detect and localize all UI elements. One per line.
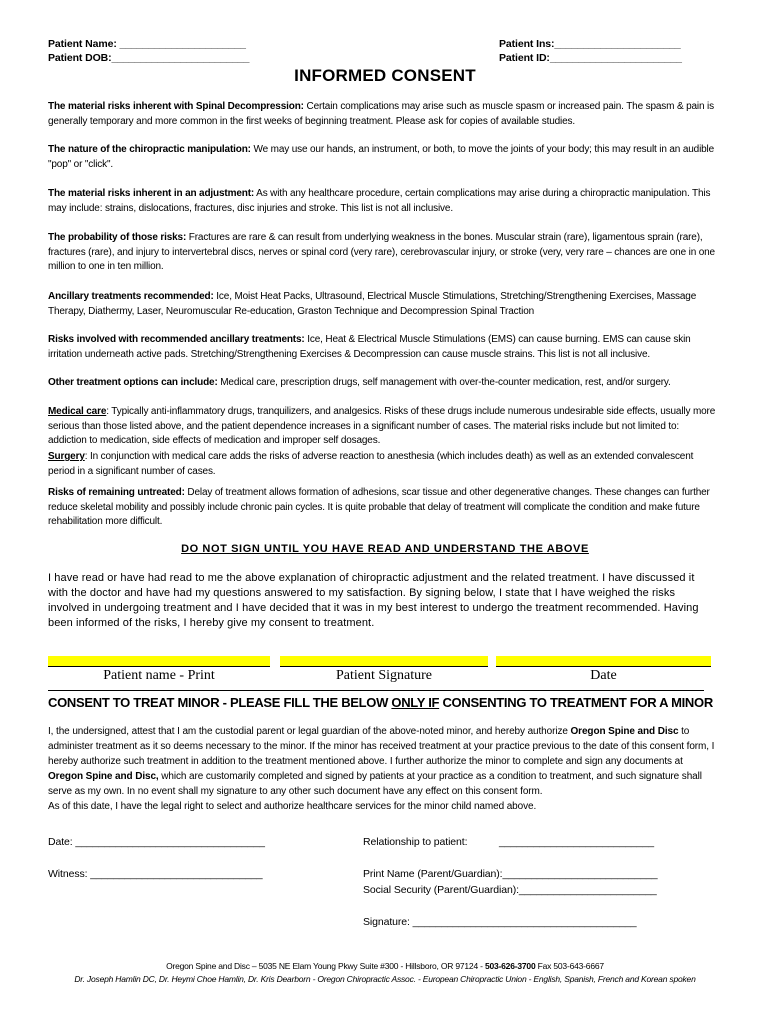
footer-doctors: Dr. Joseph Hamlin DC, Dr. Heymi Choe Hamlin, Dr. Kris Dearborn - Oregon Chiropractic Assoc. - European Chiropractic Union - English, Spanish, French and Korean spoken — [74, 974, 696, 984]
section-label: Risks involved with recommended ancillary treatments: — [48, 334, 305, 345]
date-line[interactable] — [496, 656, 711, 667]
guardian-print-name-field[interactable]: Print Name (Parent/Guardian):___________________________ — [363, 868, 658, 880]
section-ancillary-risks — [48, 333, 718, 362]
section-medical-care — [48, 405, 718, 449]
section-untreated-risks — [48, 486, 718, 530]
minor-legal-right: As of this date, I have the legal right to select and authorize healthcare services for the minor child named above. — [48, 801, 537, 812]
section-label: Risks of remaining untreated: — [48, 487, 185, 498]
heading-emphasis: ONLY IF — [391, 695, 440, 710]
clinic-name: Oregon Spine and Disc — [570, 726, 679, 737]
section-text: We may use our hands, an instrument, or both, to move the joints of your body; this may result in an audible "pop" or "click". — [48, 144, 715, 170]
page-title: INFORMED CONSENT — [294, 66, 476, 85]
patient-ins-field[interactable]: Patient Ins:______________________ — [499, 38, 681, 50]
footer-text: Fax 503-643-6667 — [535, 961, 604, 971]
date-label: Date — [590, 668, 617, 683]
section-text: Fractures are rare & can result from underlying weakness in the bones. Muscular strain (rare), ligamentous sprain (rare), fractures (rare), and injury to intervertebral discs, nerves or spinal cord (very rare), cerebrovascular injury, or stroke (very, very rare – chances are one in one million to one in ten million. — [48, 232, 715, 272]
clinic-name: Oregon Spine and Disc, — [48, 771, 159, 782]
section-text: : Typically anti-inflammatory drugs, tranquilizers, and analgesics. Risks of these drugs include numerous undesirable side effects, usually more serious than those listed above, and the patient dependence increases in a significant number of cases. The material risks include but not limited to: addiction to medication, side effects of medication and improper self dosages. — [48, 406, 716, 446]
patient-signature-line[interactable] — [280, 656, 488, 667]
section-text: Delay of treatment allows formation of adhesions, scar tissue and other degenerative changes. These changes can further reduce skeletal mobility and possibly include chronic pain cycles. It is quite probable that delay of treatment will complicate the condition and make future rehabilitation more difficult. — [48, 487, 710, 527]
heading-part: CONSENTING TO TREATMENT FOR A MINOR — [439, 695, 713, 710]
relationship-field[interactable]: ___________________________ — [499, 836, 654, 848]
section-risk-probability — [48, 231, 718, 275]
minor-text: which are customarily completed and signed by patients at your practice as a condition to treatment, and such signature shall serve as my own. In no event shall my signature to any other such document have any effect on this consent form. — [48, 771, 702, 797]
section-label: The material risks inherent in an adjustment: — [48, 188, 255, 199]
section-ancillary-treatments — [48, 290, 718, 319]
patient-dob-field[interactable]: Patient DOB:________________________ — [48, 52, 250, 64]
footer-address — [0, 961, 770, 971]
heading-part: CONSENT TO TREAT MINOR - PLEASE FILL THE BELOW — [48, 695, 392, 710]
section-chiro-manipulation — [48, 143, 718, 172]
agreement-statement: I have read or have had read to me the above explanation of chiropractic adjustment and the related treatment. I have discussed it with the doctor and have had my questions answered to my satisfaction. By signing below, I state that I have weighed the risks involved in undergoing treatment and I have decided that it was in my best interest to undergo the treatment recommended. Having been informed of the risks, I hereby give my consent to treatment. — [48, 572, 699, 629]
minor-date-field[interactable]: Date: _________________________________ — [48, 836, 265, 848]
minor-consent-text — [48, 724, 718, 814]
section-text: Medical care, prescription drugs, self management with over-the-counter medication, rest, and/or surgery. — [217, 377, 671, 388]
section-text: Ice, Heat & Electrical Muscle Stimulations (EMS) can cause burning. EMS can cause skin irritation underneath active pads. Stretching/Strengthening Exercises & Decompression can cause muscle strains. This list is not all inclusive. — [48, 334, 691, 360]
minor-text: I, the undersigned, attest that I am the custodial parent or legal guardian of the above-noted minor, and hereby authorize — [48, 726, 571, 737]
section-text: Certain complications may arise such as muscle spasm or increased pain. The spasm & pain is generally temporary and more common in the first weeks of beginning treatment. Please ask for copies of available studies. — [48, 101, 714, 127]
section-label: Medical care — [48, 406, 107, 417]
relationship-label: Relationship to patient: — [363, 836, 468, 848]
minor-consent-heading — [48, 695, 713, 710]
footer-text: Oregon Spine and Disc – 5035 NE Elam Young Pkwy Suite #300 - Hillsboro, OR 97124 - — [166, 961, 485, 971]
patient-name-print-label: Patient name - Print — [103, 668, 215, 683]
patient-id-field[interactable]: Patient ID:_______________________ — [499, 52, 682, 64]
section-text: : In conjunction with medical care adds the risks of adverse reaction to anesthesia (which includes death) as well as an extended convalescent period in a significant number of cases. — [48, 451, 694, 477]
patient-name-print-line[interactable] — [48, 656, 270, 667]
section-label: Ancillary treatments recommended: — [48, 291, 214, 302]
guardian-signature-field[interactable]: Signature: _______________________________________ — [363, 916, 637, 928]
section-label: The material risks inherent with Spinal Decompression: — [48, 101, 304, 112]
guardian-ssn-field[interactable]: Social Security (Parent/Guardian):________________________ — [363, 884, 657, 896]
footer-phone: 503-626-3700 — [484, 961, 536, 971]
divider — [48, 690, 704, 691]
patient-name-field[interactable]: Patient Name: ______________________ — [48, 38, 246, 50]
section-surgery — [48, 450, 718, 479]
section-label: Surgery — [48, 451, 85, 462]
section-text: As with any healthcare procedure, certain complications may arise during a chiropractic manipulation. This may include: strains, dislocations, fractures, disc injuries and stroke. This list is not all inclusive. — [48, 188, 711, 214]
section-spinal-decompression — [48, 100, 718, 129]
do-not-sign-notice: DO NOT SIGN UNTIL YOU HAVE READ AND UNDERSTAND THE ABOVE — [181, 543, 589, 555]
section-text: Ice, Moist Heat Packs, Ultrasound, Electrical Muscle Stimulations, Stretching/Strengthening Exercises, Massage Therapy, Diathermy, Laser, Neuromuscular Re-education, Graston Technique and Decompression Spinal Traction — [48, 291, 697, 317]
section-label: The probability of those risks: — [48, 232, 187, 243]
patient-signature-label: Patient Signature — [335, 668, 433, 683]
section-adjustment-risks — [48, 187, 718, 216]
section-other-options — [48, 376, 718, 391]
section-label: The nature of the chiropractic manipulation: — [48, 144, 251, 155]
section-label: Other treatment options can include: — [48, 377, 218, 388]
witness-field[interactable]: Witness: ______________________________ — [48, 868, 263, 880]
minor-text: to administer treatment as it so deems necessary to the minor. If the minor has received treatment at your practice previous to the date of this consent form, I hereby authorize such treatment in addition to the treatment mentioned above. I further authorize the minor to complete and sign any documents at — [48, 726, 715, 767]
